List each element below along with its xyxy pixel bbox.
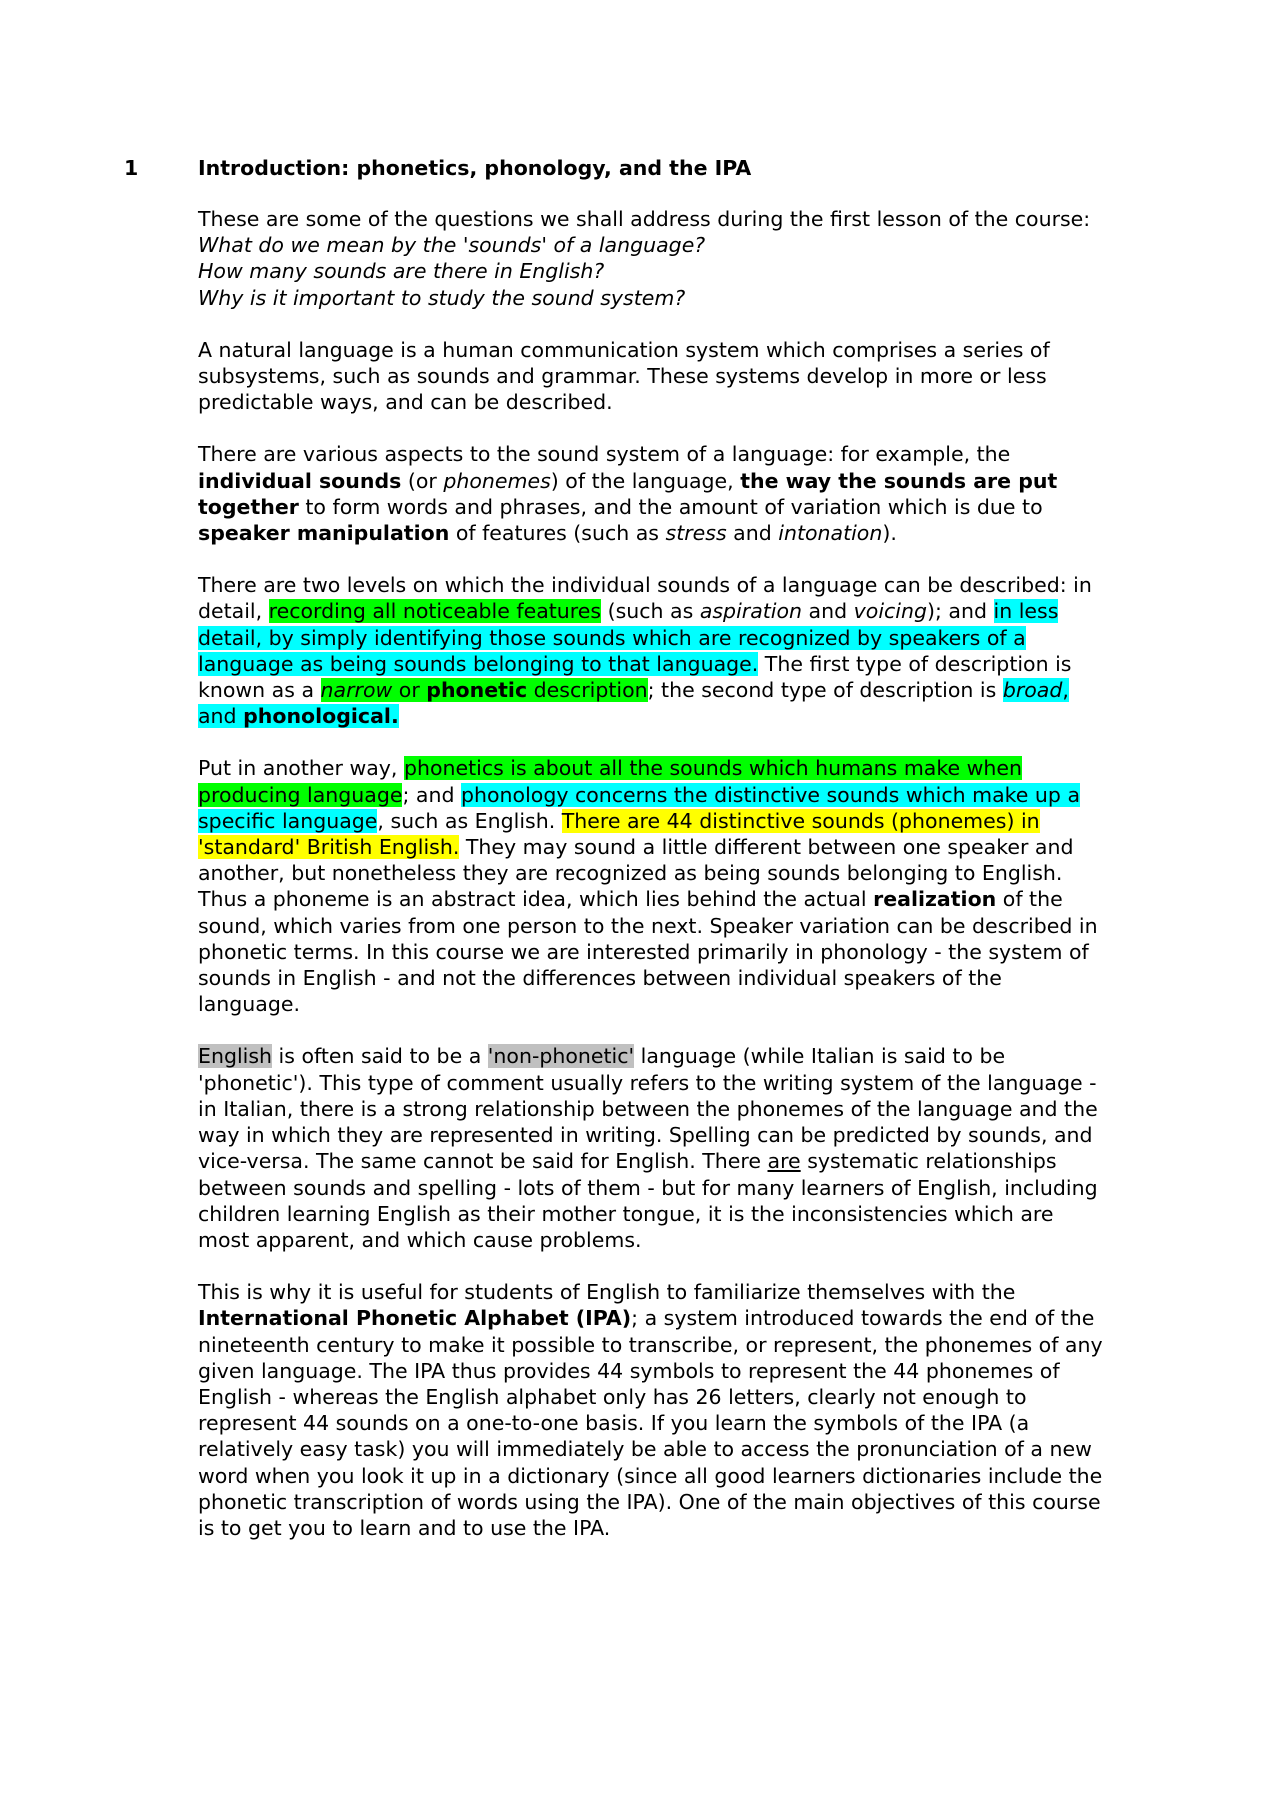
text-line: subsystems, such as sounds and grammar. These systems develop in more or less (198, 364, 1047, 389)
text-line: This is why it is useful for students of English to familiarize themselves with the (198, 1280, 1016, 1305)
highlight-yellow: There are 44 distinctive sounds (phonemes) in (561, 808, 1040, 833)
paragraph-non-phonetic (198, 1043, 1198, 1253)
highlight-cyan: and phonological. (198, 704, 399, 729)
text-line: in Italian, there is a strong relationship between the phonemes of the language and the (198, 1096, 1098, 1121)
text-line: Thus a phoneme is an abstract idea, which lies behind the actual realization of the (198, 887, 1063, 912)
text-line: given language. The IPA thus provides 44 symbols to represent the 44 phonemes of (198, 1358, 1060, 1383)
text-line: 'standard' British English. They may sound a little different between one speaker and (198, 835, 1074, 860)
text-line: There are various aspects to the sound system of a language: for example, the (198, 442, 1011, 467)
paragraph-two-levels (198, 572, 1198, 729)
text-line: vice-versa. The same cannot be said for English. There are systematic relationships (198, 1149, 1057, 1174)
text-line: word when you look it up in a dictionary (since all good learners dictionaries include the (198, 1463, 1103, 1488)
highlight-yellow: 'standard' British English. (198, 835, 460, 860)
highlight-green: producing language (198, 782, 403, 807)
text-line: known as a narrow or phonetic description; the second type of description is broad, (198, 678, 1069, 703)
text-line: detail, recording all noticeable features (such as aspiration and voicing); and in less (198, 599, 1059, 624)
text-line: A natural language is a human communication system which comprises a series of (198, 337, 1050, 362)
text-line: nineteenth century to make it possible to transcribe, or represent, the phonemes of any (198, 1332, 1103, 1357)
text-line (198, 625, 1198, 651)
text-line: way in which they are represented in writing. Spelling can be predicted by sounds, and (198, 1123, 1093, 1148)
text-line: relatively easy task) you will immediately be able to access the pronunciation of a new (198, 1437, 1092, 1462)
text-line: specific language, such as English. There are 44 distinctive sounds (phonemes) in (198, 808, 1040, 833)
text-line: predictable ways, and can be described. (198, 390, 613, 415)
highlight-cyan: phonology concerns the distinctive sounds which make up a (461, 782, 1081, 807)
paragraph-sound-system (198, 441, 1198, 546)
question-2: How many sounds are there in English? (198, 259, 605, 284)
text-line: children learning English as their mother tongue, it is the inconsistencies which are (198, 1201, 1054, 1226)
text-line: between sounds and spelling - lots of them - but for many learners of English, including (198, 1175, 1098, 1200)
text-line: phonetic terms. In this course we are interested primarily in phonology - the system of (198, 939, 1089, 964)
paragraph-questions (198, 206, 1198, 311)
paragraph-phonetics-phonology (198, 755, 1198, 1017)
underlined-word: are (767, 1149, 801, 1174)
highlight-green: recording all noticeable features (268, 599, 602, 624)
paragraph-ipa (198, 1279, 1198, 1541)
text-line: language as being sounds belonging to that language. The first type of description is (198, 651, 1072, 676)
section-title: Introduction: phonetics, phonology, and the IPA (198, 156, 752, 180)
highlight-gray: 'non-phonetic' (487, 1044, 635, 1069)
highlight-gray: English (198, 1044, 273, 1069)
text-line: sounds in English - and not the differences between individual speakers of the (198, 966, 1002, 991)
text-line: represent 44 sounds on a one-to-one basis. If you learn the symbols of the IPA (a (198, 1411, 1030, 1436)
text-line: speaker manipulation of features (such as stress and intonation). (198, 521, 897, 546)
text-line: together to form words and phrases, and the amount of variation which is due to (198, 494, 1043, 519)
highlight-cyan: specific language (198, 808, 378, 833)
text-line: International Phonetic Alphabet (IPA); a system introduced towards the end of the (198, 1306, 1095, 1331)
highlight-green: narrow or phonetic description (320, 678, 648, 703)
highlight-green: phonetics is about all the sounds which humans make when (403, 756, 1023, 781)
text-line: producing language; and phonology concerns the distinctive sounds which make up a (198, 782, 1081, 807)
text-line: sound, which varies from one person to the next. Speaker variation can be described in (198, 913, 1098, 938)
highlight-cyan: detail, by simply identifying those sounds which are recognized by speakers of a (198, 625, 1026, 650)
text-line: 'phonetic'). This type of comment usually refers to the writing system of the language - (198, 1070, 1097, 1095)
text-line (198, 703, 1198, 729)
text-line: most apparent, and which cause problems. (198, 1227, 642, 1252)
section-number: 1 (124, 156, 139, 180)
text-line: another, but nonetheless they are recognized as being sounds belonging to English. (198, 861, 1063, 886)
highlight-cyan: language as being sounds belonging to that language. (198, 651, 759, 676)
text-line: Put in another way, phonetics is about all the sounds which humans make when (198, 756, 1023, 781)
paragraph-natural-language (198, 337, 1198, 416)
question-1: What do we mean by the 'sounds' of a language? (198, 233, 706, 258)
highlight-cyan: broad, (1002, 678, 1069, 703)
document-body (198, 206, 1198, 1567)
text-line: phonetic transcription of words using the IPA). One of the main objectives of this course (198, 1489, 1101, 1514)
text-line: These are some of the questions we shall address during the first lesson of the course: (198, 207, 1091, 231)
highlight-cyan: in less (993, 599, 1059, 624)
text-line: English - whereas the English alphabet only has 26 letters, clearly not enough to (198, 1384, 1027, 1409)
text-line: There are two levels on which the individual sounds of a language can be described: in (198, 573, 1092, 598)
text-line: individual sounds (or phonemes) of the language, the way the sounds are put (198, 468, 1058, 493)
question-3: Why is it important to study the sound system? (198, 285, 686, 310)
text-line: English is often said to be a 'non-phonetic' language (while Italian is said to be (198, 1044, 1006, 1069)
text-line: language. (198, 992, 300, 1017)
text-line: is to get you to learn and to use the IPA. (198, 1515, 611, 1540)
